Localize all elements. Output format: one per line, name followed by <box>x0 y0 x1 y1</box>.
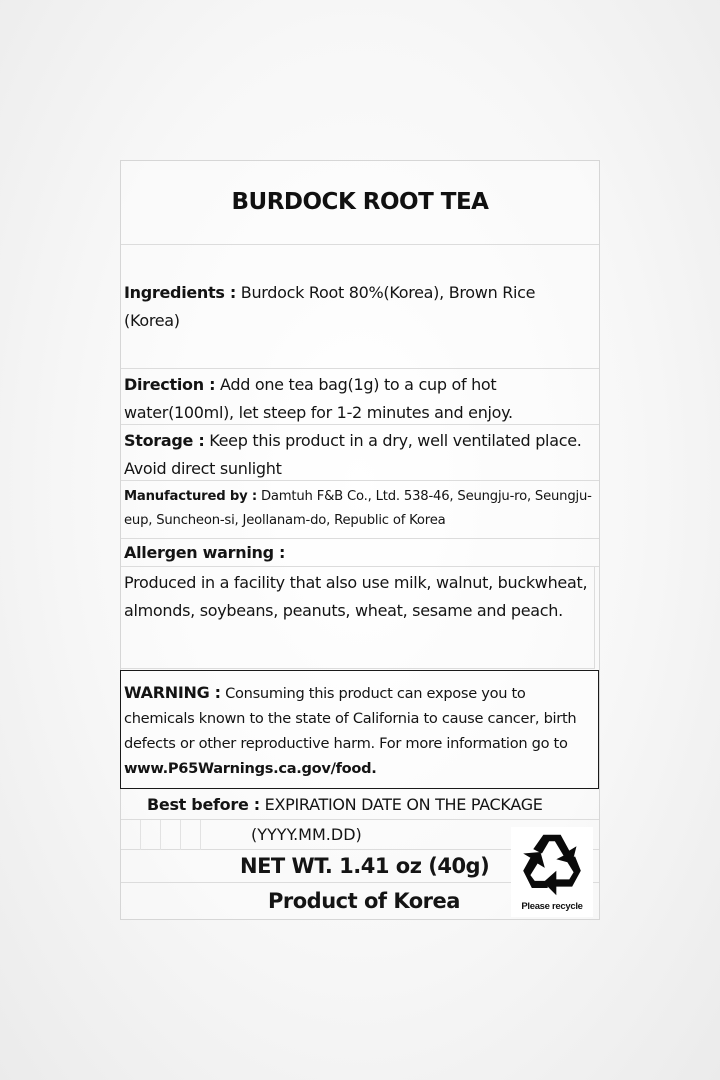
ingredients-text: Burdock Root 80%(Korea), Brown Rice (Korea) <box>124 283 536 330</box>
warning-link[interactable]: www.P65Warnings.ca.gov/food. <box>124 760 377 777</box>
manufacturer-text: Damtuh F&B Co., Ltd. 538-46, Seungju-ro, Seungju-eup, Suncheon-si, Jeollanam-do, Republic of Korea <box>124 489 592 528</box>
manufacturer-label: Manufactured by : <box>124 489 257 504</box>
allergen-heading-row <box>121 539 599 567</box>
ingredients-section <box>121 245 599 369</box>
recycle-icon <box>516 829 588 901</box>
direction-label: Direction : <box>124 375 216 394</box>
recycle-badge <box>511 827 593 917</box>
product-title: BURDOCK ROOT TEA <box>231 188 489 215</box>
direction-text: Add one tea bag(1g) to a cup of hot water(100ml), let steep for 1-2 minutes and enjoy. <box>124 375 513 422</box>
product-label <box>120 160 600 920</box>
best-before-row <box>121 790 599 820</box>
allergen-label: Allergen warning : <box>124 543 286 562</box>
storage-section <box>121 425 599 481</box>
best-before-label: Best before : <box>147 795 260 814</box>
title-row <box>121 161 599 245</box>
net-weight: NET WT. 1.41 oz (40g) <box>240 854 490 878</box>
direction-section <box>121 369 599 425</box>
best-before-text: EXPIRATION DATE ON THE PACKAGE <box>264 795 543 814</box>
date-format: (YYYY.MM.DD) <box>251 825 362 844</box>
ingredients-label: Ingredients : <box>124 283 236 302</box>
allergen-text: Produced in a facility that also use milk, walnut, buckwheat, almonds, soybeans, peanuts, wheat, sesame and peach. <box>124 573 588 620</box>
warning-text: Consuming this product can expose you to chemicals known to the state of California to cause cancer, birth defects or other reproductive harm. For more information go to <box>124 685 577 752</box>
storage-text: Keep this product in a dry, well ventilated place. Avoid direct sunlight <box>124 431 582 478</box>
warning-label: WARNING : <box>124 683 221 702</box>
recycle-caption: Please recycle <box>521 901 583 912</box>
allergen-section <box>121 567 595 669</box>
manufacturer-section <box>121 481 599 539</box>
country-of-origin: Product of Korea <box>268 889 460 913</box>
storage-label: Storage : <box>124 431 205 450</box>
prop65-warning-box <box>120 670 599 789</box>
date-grid-cells <box>121 820 201 850</box>
